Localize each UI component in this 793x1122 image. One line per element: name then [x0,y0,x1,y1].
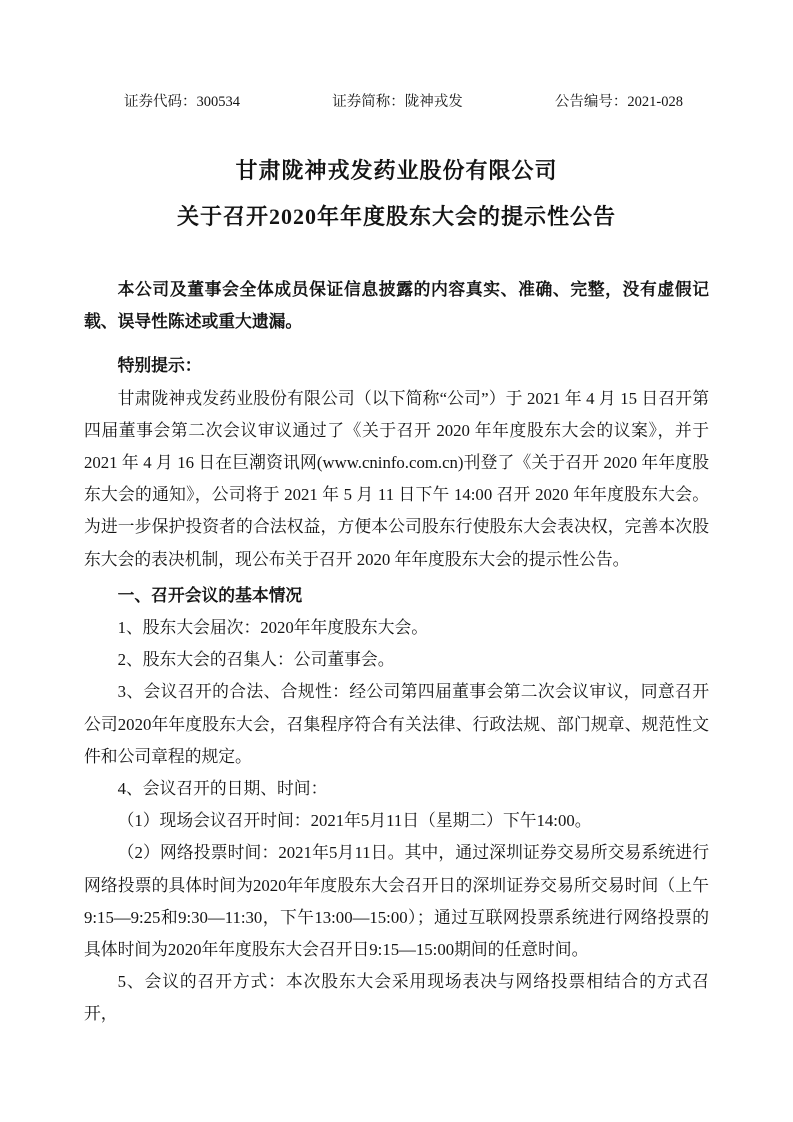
section1-heading: 一、召开会议的基本情况 [117,585,303,605]
announcement-number: 公告编号：2021-028 [554,94,683,110]
stock-code: 证券代码：300534 [124,94,240,110]
announcement-title: 关于召开2020年年度股东大会的提示性公告 [176,204,616,229]
document-header [84,92,709,112]
section1-item-5: 5、会议的召开方式：本次股东大会采用现场表决与网络投票相结合的方式召开， [84,972,709,1024]
special-notice-heading: 特别提示： [117,356,202,376]
section1-item-4-sub-1: （1）现场会议召开时间：2021年5月11日（星期二）下午14:00。 [117,811,592,831]
stock-short-name: 证券简称：陇神戎发 [332,94,463,110]
declaration-paragraph: 本公司及董事会全体成员保证信息披露的内容真实、准确、完整，没有虚假记载、误导性陈述或重大遗漏。 [84,280,709,332]
special-notice-paragraph: 甘肃陇神戎发药业股份有限公司（以下简称“公司”）于 2021 年 4 月 15 日召开第四届董事会第二次会议审议通过了《关于召开 2020 年年度股东大会的议案》，并于 2021 年 4 月 16 日在巨潮资讯网(www.cninfo.com.cn)刊登了《关于召开 2020 年年度股东大会的通知》，公司将于 2021 年 5 月 11 日下午 14:00 召开 2020 年年度股东大会。为进一步保护投资者的合法权益，方便本公司股东行使股东大会表决权，完善本次股东大会的表决机制，现公布关于召开 2020 年年度股东大会的提示性公告。 [84,388,709,569]
section1-item-2: 2、股东大会的召集人：公司董事会。 [117,650,395,670]
section1-item-4: 4、会议召开的日期、时间： [117,779,328,799]
company-title: 甘肃陇神戎发药业股份有限公司 [235,158,558,183]
section1-item-3: 3、会议召开的合法、合规性：经公司第四届董事会第二次会议审议，同意召开公司2020年年度股东大会，召集程序符合有关法律、行政法规、部门规章、规范性文件和公司章程的规定。 [84,682,709,766]
section1-item-4-sub-2: （2）网络投票时间：2021年5月11日。其中，通过深圳证券交易所交易系统进行网络投票的具体时间为2020年年度股东大会召开日的深圳证券交易所交易时间（上午9:15—9:25和9:30—11:30，下午13:00—15:00）；通过互联网投票系统进行网络投票的具体时间为2020年年度股东大会召开日9:15—15:00期间的任意时间。 [84,843,709,960]
section1-item-1: 1、股东大会届次：2020年年度股东大会。 [117,618,429,638]
